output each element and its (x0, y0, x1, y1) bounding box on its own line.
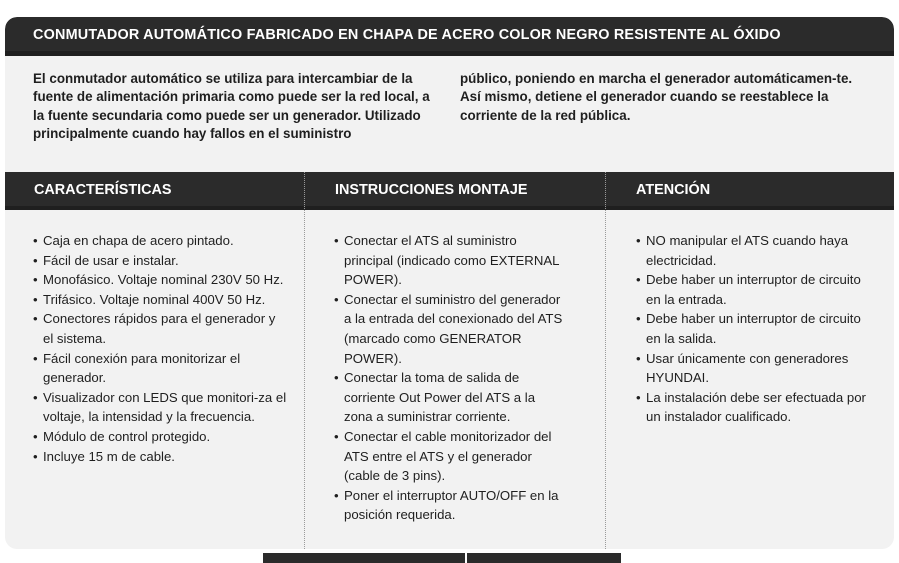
page-title: CONMUTADOR AUTOMÁTICO FABRICADO EN CHAPA DE ACERO COLOR NEGRO RESISTENTE AL ÓXIDO (33, 27, 781, 43)
list-item: • Conectores rápidos para el generador y el sistema. (33, 309, 288, 348)
list-item: • Fácil conexión para monitorizar el generador. (33, 349, 288, 388)
column-divider (304, 172, 305, 549)
title-bar (5, 17, 894, 56)
product-info-card (5, 17, 894, 549)
list-item: • Incluye 15 m de cable. (33, 447, 288, 467)
intro-paragraph-left: El conmutador automático se utiliza para intercambiar de la fuente de alimentación primaria como puede ser la red local, a la fuente secundaria como puede ser un generador. Utilizado principalmente cuando hay fallos en el suministro (33, 71, 430, 141)
section-bar-accent (5, 206, 894, 210)
list-item: • Conectar el suministro del generador a la entrada del conexionado del ATS (marcado como GENERATOR POWER). (334, 290, 566, 368)
list-item: • Conectar el cable monitorizador del ATS entre el ATS y el generador (cable de 3 pins). (334, 427, 566, 486)
column-divider (605, 172, 606, 549)
heading-caracteristicas: CARACTERÍSTICAS (34, 182, 172, 198)
title-bar-accent (5, 51, 894, 56)
list-item: • La instalación debe ser efectuada por un instalador cualificado. (636, 388, 868, 427)
list-item: • Usar únicamente con generadores HYUNDAI. (636, 349, 868, 388)
bottom-strip-right (467, 553, 621, 563)
heading-instrucciones-montaje: INSTRUCCIONES MONTAJE (335, 182, 528, 198)
list-item: • Poner el interruptor AUTO/OFF en la posición requerida. (334, 486, 566, 525)
list-item: • Monofásico. Voltaje nominal 230V 50 Hz. (33, 270, 288, 290)
assembly-instructions-list (334, 231, 566, 525)
intro-paragraph-right: público, poniendo en marcha el generador automáticamen-te. Así mismo, detiene el generador cuando se reestablece la corriente de la red pública. (460, 71, 853, 123)
list-item: • Caja en chapa de acero pintado. (33, 231, 288, 251)
list-item: • Conectar la toma de salida de corriente Out Power del ATS a la zona a suministrar corriente. (334, 368, 566, 427)
bottom-strip-left (263, 553, 465, 563)
list-item: • Trifásico. Voltaje nominal 400V 50 Hz. (33, 290, 288, 310)
section-header-bar (5, 172, 894, 210)
list-item: • Debe haber un interruptor de circuito en la salida. (636, 309, 868, 348)
warning-list (636, 231, 868, 427)
list-item: • Módulo de control protegido. (33, 427, 288, 447)
list-item: • Conectar el ATS al suministro principal (indicado como EXTERNAL POWER). (334, 231, 566, 290)
list-item: • Visualizador con LEDS que monitori-za el voltaje, la intensidad y la frecuencia. (33, 388, 288, 427)
list-item: • Fácil de usar e instalar. (33, 251, 288, 271)
heading-atencion: ATENCIÓN (636, 182, 711, 198)
features-list (33, 231, 288, 466)
list-item: • NO manipular el ATS cuando haya electricidad. (636, 231, 868, 270)
list-item: • Debe haber un interruptor de circuito en la entrada. (636, 270, 868, 309)
